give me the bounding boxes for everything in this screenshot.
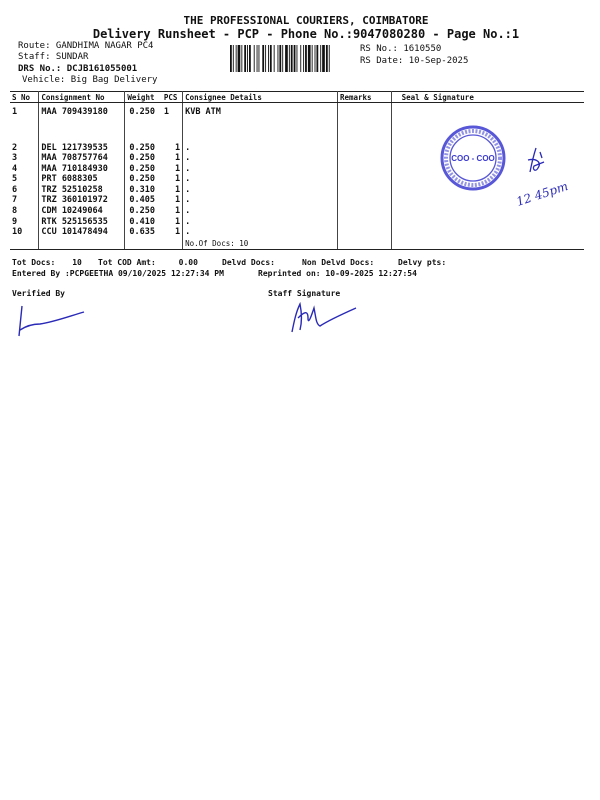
barcode-image	[230, 45, 358, 72]
list-item: 0.310	[129, 184, 155, 195]
cell-weight: 0.250	[129, 107, 155, 117]
list-item: 0.250	[129, 153, 155, 164]
stamp-seal	[442, 127, 504, 189]
handwritten-time: 12 45pm	[514, 179, 570, 209]
cell-pcs: 1	[162, 103, 183, 143]
list-item: .	[185, 163, 191, 174]
list-item: .	[185, 195, 191, 206]
sno-list	[12, 143, 36, 238]
col-seal-signature: Seal & Signature	[391, 92, 584, 103]
list-item: MAA 710184930	[41, 163, 108, 174]
list-item: 0.405	[129, 195, 155, 206]
list-item: 6	[12, 184, 18, 195]
list-item: 8	[12, 206, 18, 217]
list-item: 1	[174, 195, 181, 206]
pcs-list	[164, 143, 180, 238]
list-item: 0.635	[129, 227, 155, 238]
cell-remarks	[337, 103, 391, 143]
list-item: .	[185, 227, 191, 238]
rs-date: RS Date: 10-Sep-2025	[360, 56, 469, 66]
list-item: .	[185, 216, 191, 227]
tot-docs	[12, 258, 82, 267]
list-item: 1	[174, 184, 181, 195]
list-item: PRT 6088305	[41, 174, 98, 185]
list-item: 1	[174, 153, 181, 164]
list-item: 2	[12, 142, 18, 153]
verified-by-label: Verified By	[12, 289, 65, 298]
col-remarks: Remarks	[337, 92, 391, 103]
col-sno: S No	[10, 92, 39, 103]
cell-sno: 1	[10, 103, 39, 143]
delvd-docs: Delvd Docs:	[222, 258, 275, 267]
company-title: THE PROFESSIONAL COURIERS, COIMBATORE	[183, 14, 429, 27]
tot-cod-value: 0.00	[178, 258, 198, 267]
verified-by-signature	[14, 302, 94, 342]
list-item: TRZ 52510258	[41, 184, 103, 195]
list-item: 4	[12, 163, 18, 174]
list-item: .	[185, 206, 191, 217]
tot-docs-label: Tot Docs:	[12, 258, 56, 267]
rs-number: RS No.: 1610550	[360, 44, 442, 54]
runsheet-subtitle: Delivery Runsheet - PCP - Phone No.:9047080280 - Page No.:1	[92, 27, 520, 41]
vehicle-label: Vehicle: Big Bag Delivery	[22, 75, 158, 85]
drs-number: DRS No.: DCJB161055001	[18, 64, 138, 74]
list-item: DEL 121739535	[41, 142, 108, 153]
tot-cod-label: Tot COD Amt:	[98, 258, 156, 267]
list-item: 0.250	[129, 206, 155, 217]
col-consignee: Consignee Details	[183, 92, 338, 103]
company-stamp	[438, 122, 578, 212]
list-item: 9	[12, 216, 18, 227]
list-item: TRZ 360101972	[41, 195, 108, 206]
entered-by: Entered By :PCPGEETHA 09/10/2025 12:27:34 PM	[12, 269, 224, 278]
list-item: 0.410	[129, 216, 155, 227]
list-item: .	[185, 153, 191, 164]
weight-list	[129, 143, 159, 238]
list-item: 1	[174, 142, 181, 153]
list-item: CDM 10249064	[41, 206, 103, 217]
staff-label: Staff: SUNDAR	[18, 52, 89, 62]
list-item: CCU 101478494	[41, 227, 108, 238]
table-header-row	[10, 92, 584, 103]
list-item: 1	[174, 174, 181, 185]
col-consignment: Consignment No	[39, 92, 125, 103]
non-delvd-docs: Non Delvd Docs:	[302, 258, 375, 267]
list-item: 1	[174, 163, 181, 174]
cell-remarks	[337, 143, 391, 250]
list-item: MAA 708757764	[41, 153, 108, 164]
list-item: 1	[174, 216, 181, 227]
tot-docs-value: 10	[72, 258, 82, 267]
col-pcs: PCS	[162, 92, 183, 103]
list-item: RTK 525156535	[41, 216, 108, 227]
tot-cod-amt	[98, 258, 198, 267]
stamp-center-text: COO - COO	[451, 154, 495, 163]
list-item: 10	[12, 227, 23, 238]
route-label: Route: GANDHIMA NAGAR PC4	[18, 41, 154, 51]
handwritten-initials	[528, 148, 544, 172]
list-item: .	[185, 142, 191, 153]
reprinted-on: Reprinted on: 10-09-2025 12:27:54	[258, 269, 417, 278]
consignment-list	[41, 143, 122, 238]
list-item: 0.250	[129, 174, 155, 185]
no-of-docs: No.Of Docs: 10	[185, 238, 249, 248]
staff-signature-label: Staff Signature	[268, 289, 341, 298]
list-item: .	[185, 184, 191, 195]
list-item: 7	[12, 195, 18, 206]
list-item: 3	[12, 153, 18, 164]
list-item: 1	[174, 206, 181, 217]
list-item: 1	[174, 227, 181, 238]
list-item: 0.250	[129, 142, 155, 153]
list-item: 5	[12, 174, 18, 185]
cell-consignment: MAA 709439180	[39, 103, 125, 143]
staff-signature	[286, 296, 366, 338]
delvy-pts: Delvy pts:	[398, 258, 447, 267]
cell-consignee: KVB ATM	[183, 103, 338, 143]
consignee-list	[185, 143, 335, 238]
list-item: .	[185, 174, 191, 185]
col-weight: Weight	[125, 92, 162, 103]
list-item: 0.250	[129, 163, 155, 174]
